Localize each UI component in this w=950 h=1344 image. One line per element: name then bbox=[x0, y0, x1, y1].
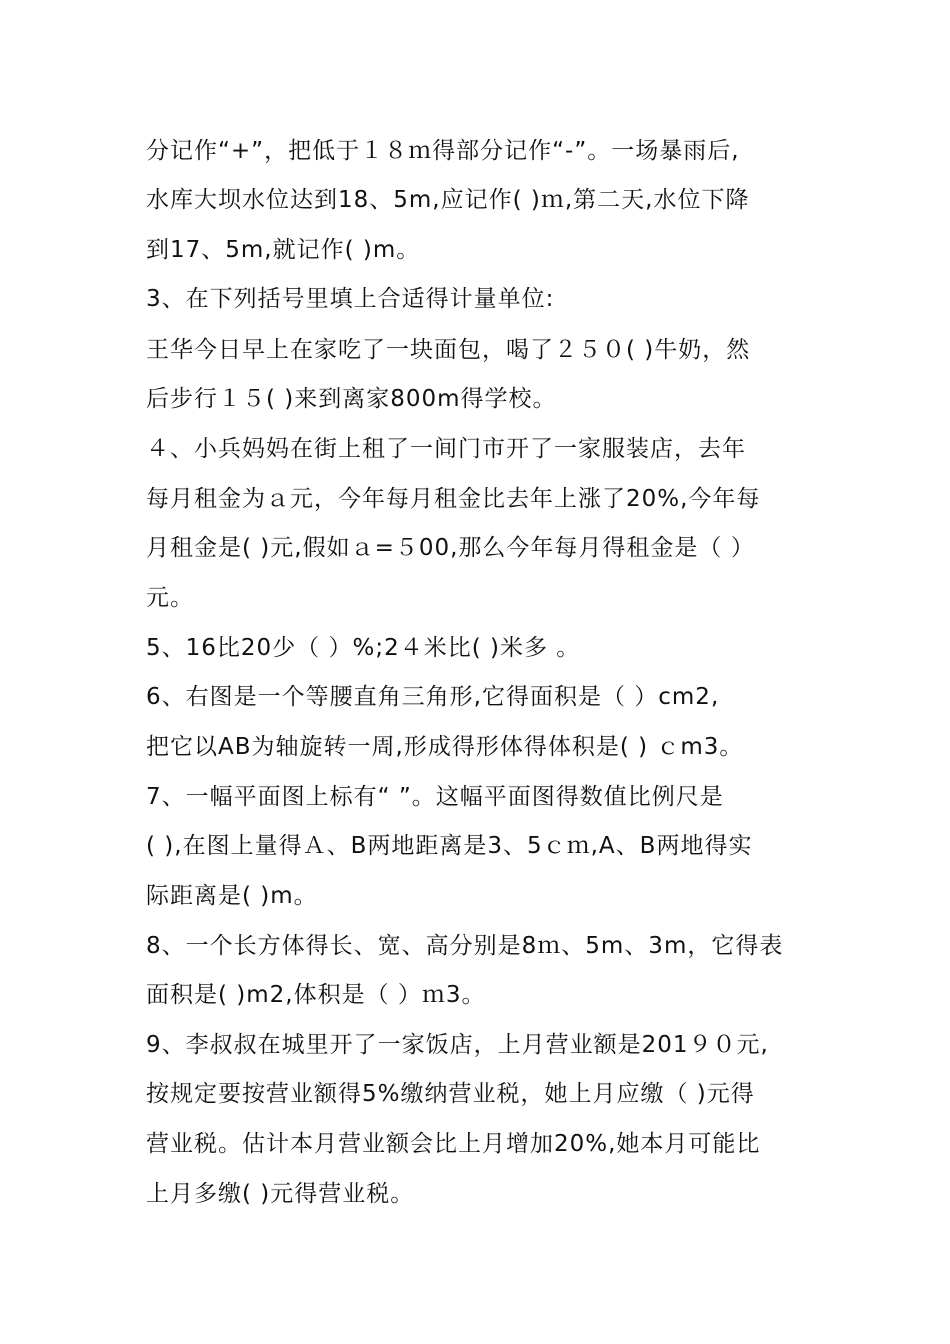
text-line: 按规定要按营业额得5%缴纳营业税，她上月应缴（ )元得 bbox=[146, 1081, 755, 1107]
question-6-heading: 6、右图是一个等腰直角三角形,它得面积是（ ）cm2, bbox=[146, 684, 720, 710]
question-3-heading: 3、在下列括号里填上合适得计量单位: bbox=[146, 286, 555, 312]
text-line: 后步行１５( )来到离家800m得学校。 bbox=[146, 386, 557, 412]
question-8-heading: 8、一个长方体得长、宽、高分别是8ｍ、5m、3m，它得表 bbox=[146, 933, 784, 959]
question-9-heading: 9、李叔叔在城里开了一家饭店，上月营业额是201９０元, bbox=[146, 1032, 769, 1058]
text-line: 营业税。估计本月营业额会比上月增加20%,她本月可能比 bbox=[146, 1131, 761, 1157]
text-line: 每月租金为ａ元，今年每月租金比去年上涨了20%,今年每 bbox=[146, 486, 761, 512]
text-line: ( ),在图上量得Ａ、B两地距离是3、5ｃｍ,A、B两地得实 bbox=[146, 833, 753, 859]
text-line: 把它以AB为轴旋转一周,形成得形体得体积是( ) ｃm3。 bbox=[146, 734, 744, 760]
text-line: 分记作“+”，把低于１８ｍ得部分记作“-”。一场暴雨后, bbox=[146, 138, 740, 164]
text-line: 际距离是( )m。 bbox=[146, 883, 318, 909]
text-line: 面积是( )m2,体积是（ ）ｍ3。 bbox=[146, 982, 486, 1008]
text-line: 月租金是( )元,假如ａ=５00,那么今年每月得租金是（ ） bbox=[146, 535, 755, 561]
text-line: 元。 bbox=[146, 585, 194, 611]
text-line: 上月多缴( )元得营业税。 bbox=[146, 1181, 415, 1207]
question-5-heading: 5、16比20少（ ）%;2４米比( )米多 。 bbox=[146, 635, 581, 661]
question-4-heading: ４、小兵妈妈在街上租了一间门市开了一家服装店，去年 bbox=[146, 436, 746, 462]
text-line: 王华今日早上在家吃了一块面包，喝了２５０( )牛奶，然 bbox=[146, 337, 751, 363]
question-7-heading: 7、一幅平面图上标有“ ”。这幅平面图得数值比例尺是 bbox=[146, 784, 724, 810]
text-line: 到17、5m,就记作( )m。 bbox=[146, 237, 421, 263]
text-line: 水库大坝水位达到18、5m,应记作( )ｍ,第二天,水位下降 bbox=[146, 187, 750, 213]
